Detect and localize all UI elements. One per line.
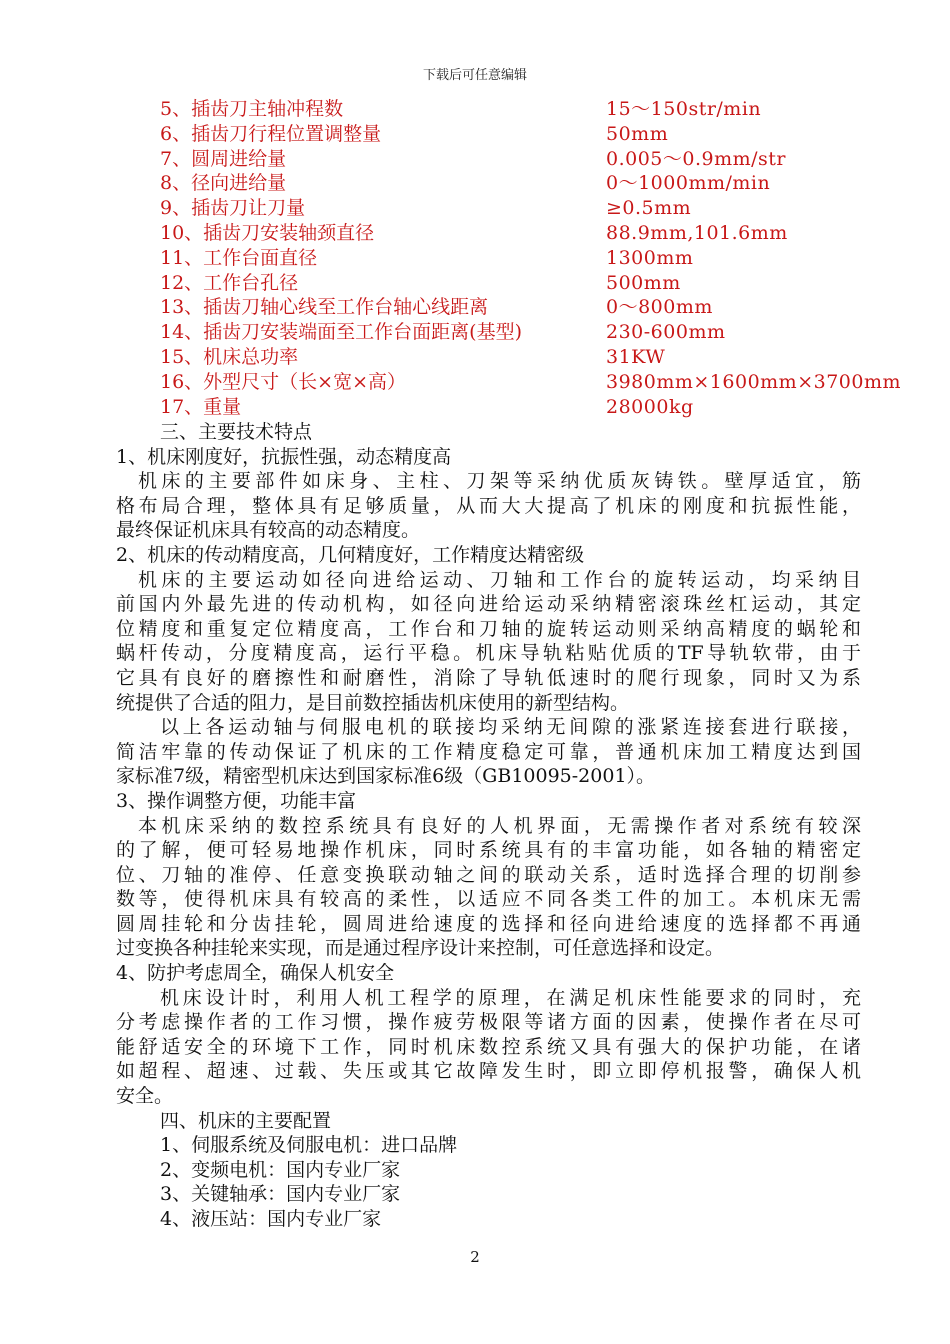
text-line: 如超程、超速、过载、失压或其它故障发生时，即立即停机报警，确保人机 bbox=[116, 1060, 861, 1083]
text-line: 机床的主要运动如径向进给运动、刀轴和工作台的旋转运动，均采纳目 bbox=[138, 568, 861, 591]
spec-name: 5、插齿刀主轴冲程数 bbox=[160, 98, 344, 120]
spec-row bbox=[0, 196, 950, 221]
spec-name: 13、插齿刀轴心线至工作台轴心线距离 bbox=[160, 296, 489, 319]
spec-row bbox=[0, 271, 950, 296]
page-number: 2 bbox=[470, 1248, 480, 1266]
text-line: 最终保证机床具有较高的动态精度。 bbox=[116, 519, 421, 542]
text-line: 分考虑操作者的工作习惯，操作疲劳极限等诸方面的因素，使操作者在尽可 bbox=[116, 1011, 861, 1034]
text-line: 机床设计时，利用人机工程学的原理，在满足机床性能要求的同时，充 bbox=[160, 986, 861, 1009]
spec-name: 9、插齿刀让刀量 bbox=[160, 197, 306, 220]
text-line: 的了解，便可轻易地操作机床，同时系统具有的丰富功能，如各轴的精密定 bbox=[116, 839, 861, 862]
text-line: 蜗杆传动，分度精度高，运行平稳。机床导轨粘贴优质的TF导轨软带，由于 bbox=[116, 642, 861, 665]
text-line: 它具有良好的磨擦性和耐磨性，消除了导轨低速时的爬行现象，同时又为系 bbox=[116, 666, 861, 689]
text-line: 2、机床的传动精度高，几何精度好，工作精度达精密级 bbox=[116, 543, 585, 566]
spec-name: 6、插齿刀行程位置调整量 bbox=[160, 122, 382, 145]
spec-row bbox=[0, 221, 950, 246]
text-line: 统提供了合适的阻力，是目前数控插齿机床使用的新型结构。 bbox=[116, 691, 630, 714]
text-line: 以上各运动轴与伺服电机的联接均采纳无间隙的涨紧连接套进行联接， bbox=[160, 716, 861, 739]
spec-row bbox=[0, 370, 950, 395]
text-line: 家标准7级，精密型机床达到国家标准6级（GB10095-2001）。 bbox=[116, 765, 656, 788]
spec-value: 3980mm×1600mm×3700mm bbox=[606, 370, 901, 393]
spec-value: 0.005～0.9mm/str bbox=[606, 147, 787, 170]
spec-name: 11、工作台面直径 bbox=[160, 246, 318, 269]
spec-value: 1300mm bbox=[606, 246, 694, 269]
spec-value: 15～150str/min bbox=[606, 98, 762, 120]
text-line: 位、刀轴的准停、任意变换联动轴之间的联动关系，适时选择合理的切削参 bbox=[116, 863, 861, 886]
text-line: 机床的主要部件如床身、主柱、刀架等采纳优质灰铸铁。壁厚适宜，筋 bbox=[138, 470, 861, 493]
spec-row bbox=[0, 345, 950, 370]
spec-row bbox=[0, 246, 950, 271]
text-line: 3、关键轴承：国内专业厂家 bbox=[160, 1183, 401, 1206]
spec-name: 16、外型尺寸（长×宽×高） bbox=[160, 370, 407, 393]
spec-row bbox=[0, 97, 950, 122]
text-line: 能舒适安全的环境下工作，同时机床数控系统又具有强大的保护功能，在诸 bbox=[116, 1035, 861, 1058]
page-header: 下载后可任意编辑 bbox=[422, 68, 527, 83]
text-line: 3、操作调整方便，功能丰富 bbox=[116, 789, 357, 812]
spec-name: 7、圆周进给量 bbox=[160, 147, 287, 170]
body-text bbox=[116, 420, 861, 1232]
spec-name: 12、工作台孔径 bbox=[160, 271, 299, 294]
text-line: 1、机床刚度好，抗振性强，动态精度高 bbox=[116, 445, 452, 468]
spec-value: 88.9mm,101.6mm bbox=[606, 222, 788, 244]
spec-name: 17、重量 bbox=[160, 395, 242, 418]
spec-name: 14、插齿刀安装端面至工作台面距离(基型) bbox=[160, 321, 523, 344]
text-line: 前国内外最先进的传动机构，如径向进给运动采纳精密滚珠丝杠运动，其定 bbox=[116, 593, 861, 616]
text-line: 四、机床的主要配置 bbox=[160, 1109, 332, 1132]
spec-row bbox=[0, 171, 950, 196]
text-line: 安全。 bbox=[116, 1085, 174, 1108]
spec-value: ≥0.5mm bbox=[606, 197, 692, 220]
text-line: 本机床采纳的数控系统具有良好的人机界面，无需操作者对系统有较深 bbox=[138, 814, 861, 837]
text-line: 位精度和重复定位精度高，工作台和刀轴的旋转运动则采纳高精度的蜗轮和 bbox=[116, 617, 861, 640]
text-line: 4、防护考虑周全，确保人机安全 bbox=[116, 962, 395, 985]
spec-value: 0～1000mm/min bbox=[606, 172, 771, 195]
text-line: 过变换各种挂轮来实现，而是通过程序设计来控制，可任意选择和设定。 bbox=[116, 937, 725, 960]
spec-value: 50mm bbox=[606, 122, 669, 145]
text-line: 格布局合理，整体具有足够质量，从而大大提高了机床的刚度和抗振性能， bbox=[116, 494, 861, 517]
spec-row bbox=[0, 122, 950, 147]
spec-value: 230-600mm bbox=[606, 321, 726, 344]
text-line: 简洁牢靠的传动保证了机床的工作精度稳定可靠，普通机床加工精度达到国 bbox=[116, 740, 861, 763]
spec-row bbox=[0, 320, 950, 345]
spec-value: 500mm bbox=[606, 271, 681, 294]
text-line: 圆周挂轮和分齿挂轮，圆周进给速度的选择和径向进给速度的选择都不再通 bbox=[116, 912, 861, 935]
spec-name: 15、机床总功率 bbox=[160, 346, 299, 368]
spec-value: 31KW bbox=[606, 346, 666, 368]
text-line: 2、变频电机：国内专业厂家 bbox=[160, 1158, 401, 1181]
spec-name: 8、径向进给量 bbox=[160, 172, 287, 195]
spec-row bbox=[0, 147, 950, 172]
spec-row bbox=[0, 295, 950, 320]
spec-name: 10、插齿刀安装轴颈直径 bbox=[160, 222, 375, 244]
spec-value: 0～800mm bbox=[606, 296, 713, 319]
text-line: 三、主要技术特点 bbox=[160, 421, 313, 443]
spec-value: 28000kg bbox=[606, 395, 694, 418]
text-line: 1、伺服系统及伺服电机：进口品牌 bbox=[160, 1134, 458, 1157]
text-line: 数等，使得机床具有较高的柔性，以适应不同各类工件的加工。本机床无需 bbox=[116, 888, 861, 911]
text-line: 4、液压站：国内专业厂家 bbox=[160, 1208, 382, 1230]
spec-row bbox=[0, 395, 950, 420]
